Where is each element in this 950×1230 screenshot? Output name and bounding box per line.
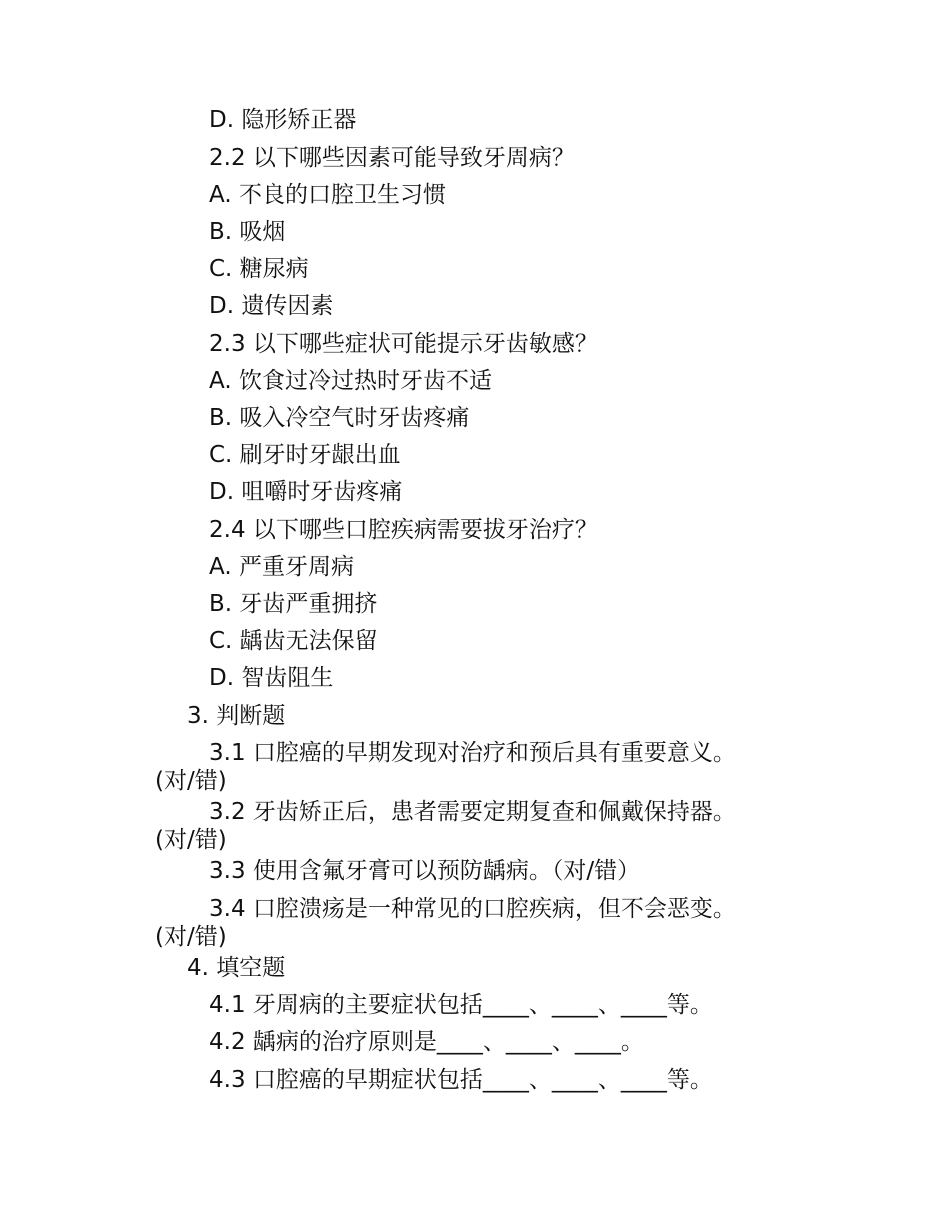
question-3-1 [155,738,785,796]
question-4-1: 4.1 牙周病的主要症状包括____、____、____等。 [209,992,713,1018]
option-b-crowding: B. 牙齿严重拥挤 [209,591,378,617]
option-a-severe-periodontitis: A. 严重牙周病 [209,554,354,580]
option-a-poor-hygiene: A. 不良的口腔卫生习惯 [209,182,446,208]
option-c-diabetes: C. 糖尿病 [209,256,309,282]
option-d-genetics: D. 遗传因素 [209,293,334,319]
question-2-2: 2.2 以下哪些因素可能导致牙周病？ [209,145,575,171]
question-3-1-tail: (对/错) [155,768,227,794]
question-2-4: 2.4 以下哪些口腔疾病需要拔牙治疗？ [209,517,598,543]
question-3-4-text: 3.4 口腔溃疡是一种常见的口腔疾病，但不会恶变。 [209,896,736,922]
option-c-gum-bleeding: C. 刷牙时牙龈出血 [209,442,401,468]
option-b-smoking: B. 吸烟 [209,219,286,245]
question-2-3: 2.3 以下哪些症状可能提示牙齿敏感？ [209,331,598,357]
question-3-2-tail: (对/错) [155,827,227,853]
option-d-impacted-wisdom: D. 智齿阻生 [209,665,334,691]
option-c-unsalvageable-caries: C. 龋齿无法保留 [209,628,378,654]
section-4-heading: 4. 填空题 [187,955,286,981]
option-b-cold-air-pain: B. 吸入冷空气时牙齿疼痛 [209,405,470,431]
option-d-invisible-aligner: D. 隐形矫正器 [209,107,357,133]
section-3-heading: 3. 判断题 [187,703,286,729]
option-a-cold-hot-discomfort: A. 饮食过冷过热时牙齿不适 [209,368,492,394]
question-3-2 [155,797,785,855]
option-d-chewing-pain: D. 咀嚼时牙齿疼痛 [209,479,403,505]
question-4-3: 4.3 口腔癌的早期症状包括____、____、____等。 [209,1067,713,1093]
question-3-2-text: 3.2 牙齿矫正后，患者需要定期复查和佩戴保持器。 [209,799,736,825]
question-4-2: 4.2 龋病的治疗原则是____、____、____。 [209,1029,644,1055]
question-3-1-text: 3.1 口腔癌的早期发现对治疗和预后具有重要意义。 [209,740,736,766]
question-3-3: 3.3 使用含氟牙膏可以预防龋病。（对/错） [209,858,641,884]
question-3-4-tail: (对/错) [155,924,227,950]
question-3-4 [155,894,785,952]
